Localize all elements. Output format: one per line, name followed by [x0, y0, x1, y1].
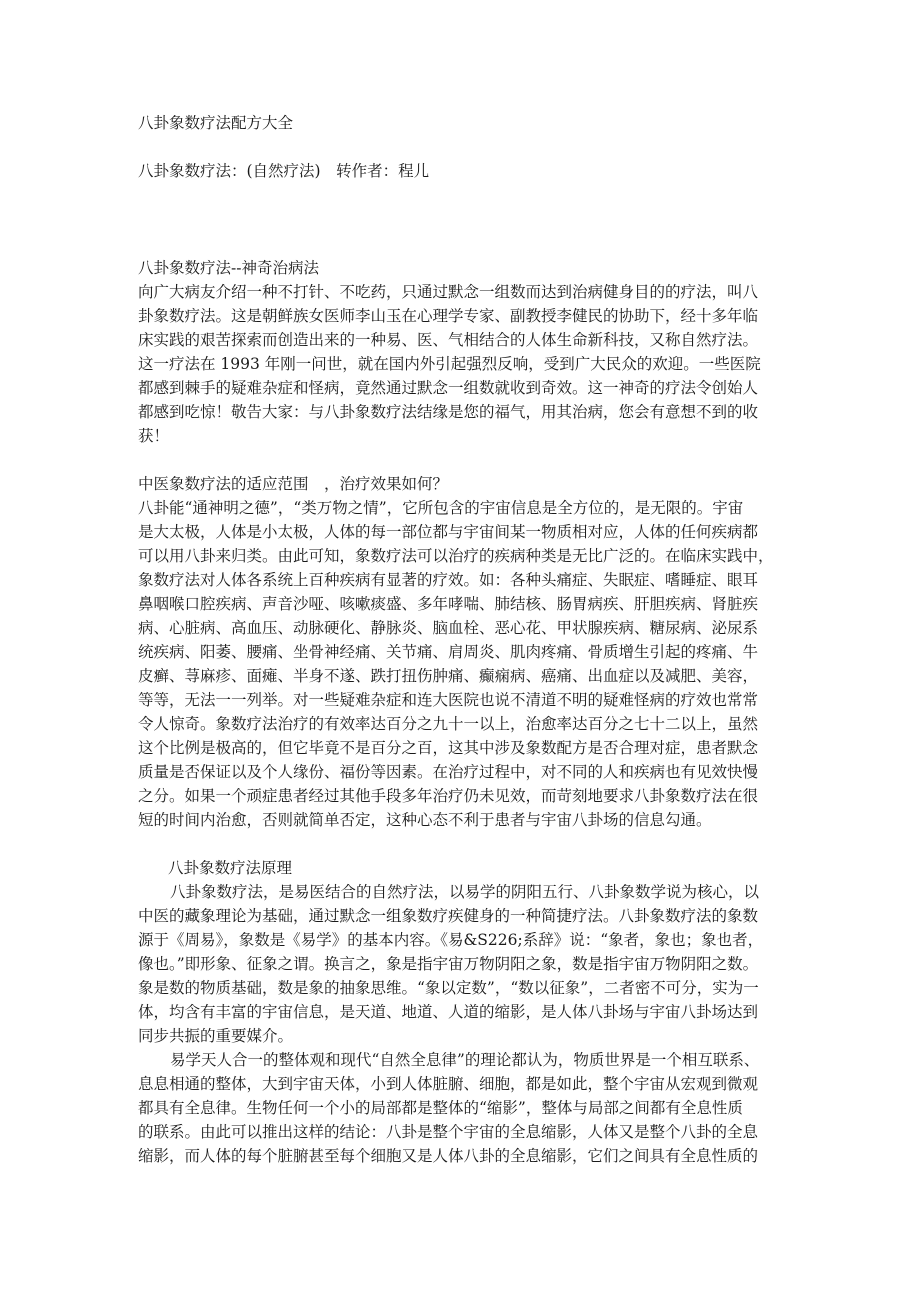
paragraph-line: 短的时间内治愈，否则就简单否定，这种心态不利于患者与宇宙八卦场的信息勾通。 — [138, 811, 712, 829]
paragraph-line: 像也。”即形象、征象之谓。换言之，象是指宇宙万物阴阳之象，数是指宇宙万物阴阳之数。 — [138, 955, 759, 973]
paragraph-line: 卦象数疗法。这是朝鲜族女医师李山玉在心理学专家、副教授李健民的协助下，经十多年临 — [138, 307, 759, 325]
paragraph-line: 缩影，而人体的每个脏腑甚至每个细胞又是人体八卦的全息缩影，它们之间具有全息性质的 — [138, 1147, 759, 1165]
paragraph-line: 中医的藏象理论为基础，通过默念一组象数疗疾健身的一种简捷疗法。八卦象数疗法的象数 — [138, 907, 759, 925]
section-scope — [138, 472, 774, 832]
paragraph-line: 同步共振的重要媒介。 — [138, 1027, 294, 1045]
paragraph-line: 可以用八卦来归类。由此可知，象数疗法可以治疗的疾病种类是无比广泛的。在临床实践中， — [138, 547, 774, 565]
paragraph-line: 都感到吃惊！敬告大家：与八卦象数疗法结缘是您的福气，用其治病，您会有意想不到的收 — [138, 403, 759, 421]
paragraph-line: 统疾病、阳萎、腰痛、坐骨神经痛、关节痛、肩周炎、肌肉疼痛、骨质增生引起的疼痛、牛 — [138, 643, 759, 661]
document-title: 八卦象数疗法配方大全 — [138, 114, 294, 132]
paragraph-line: 息息相通的整体，大到宇宙天体，小到人体脏腑、细胞，都是如此，整个宇宙从宏观到微观 — [138, 1075, 759, 1093]
section-principle — [138, 856, 763, 1168]
paragraph-line: 这一疗法在 1993 年刚一问世，就在国内外引起强烈反响，受到广大民众的欢迎。一些医院 — [138, 355, 761, 373]
section-intro — [138, 256, 761, 448]
paragraph-line: 八卦象数疗法，是易医结合的自然疗法，以易学的阴阳五行、八卦象数学说为核心，以 — [170, 883, 760, 901]
paragraph-line: 等等，无法一一列举。对一些疑难杂症和连大医院也说不清道不明的疑难怪病的疗效也常常 — [138, 691, 759, 709]
section-heading: 八卦象数疗法原理 — [168, 859, 293, 877]
paragraph-line: 都具有全息律。生物任何一个小的局部都是整体的“缩影”，整体与局部之间都有全息性质 — [138, 1099, 743, 1117]
paragraph-line: 皮癣、荨麻疹、面瘫、半身不遂、跌打扭伤肿痛、癫痫病、癌痛、出血症以及减肥、美容， — [138, 667, 759, 685]
paragraph-line: 病、心脏病、高血压、动脉硬化、静脉炎、脑血栓、恶心花、甲状腺疾病、糖尿病、泌尿系 — [138, 619, 759, 637]
section-heading: 八卦象数疗法--神奇治病法 — [138, 259, 319, 277]
section-heading: 中医象数疗法的适应范围 ，治疗效果如何？ — [138, 475, 449, 493]
paragraph-line: 源于《周易》，象数是《易学》的基本内容。《易&S226;系辞》说：“象者，象也；象也者， — [138, 931, 764, 949]
paragraph-line: 这个比例是极高的，但它毕竟不是百分之百，这其中涉及象数配方是否合理对症，患者默念 — [138, 739, 759, 757]
paragraph-line: 床实践的艰苦探索而创造出来的一种易、医、气相结合的人体生命新科技，又称自然疗法。 — [138, 331, 759, 349]
paragraph-line: 象数疗法对人体各系统上百种疾病有显著的疗效。如：各种头痛症、失眠症、嗜睡症、眼耳 — [138, 571, 759, 589]
paragraph-line: 是大太极，人体是小太极，人体的每一部位都与宇宙间某一物质相对应，人体的任何疾病都 — [138, 523, 759, 541]
paragraph-line: 鼻咽喉口腔疾病、声音沙哑、咳嗽痰盛、多年哮喘、肺结核、肠胃病疾、肝胆疾病、肾脏疾 — [138, 595, 759, 613]
paragraph-line: 质量是否保证以及个人缘份、福份等因素。在治疗过程中，对不同的人和疾病也有见效快慢 — [138, 763, 759, 781]
paragraph-line: 获！ — [138, 427, 170, 445]
paragraph-line: 象是数的物质基础，数是象的抽象思维。“象以定数”，“数以征象”，二者密不可分，实为一 — [138, 979, 759, 997]
paragraph-line: 令人惊奇。象数疗法治疗的有效率达百分之九十一以上，治愈率达百分之七十二以上，虽然 — [138, 715, 759, 733]
paragraph-line: 向广大病友介绍一种不打针、不吃药，只通过默念一组数而达到治病健身目的的疗法，叫八 — [138, 283, 759, 301]
paragraph-line: 的联系。由此可以推出这样的结论：八卦是整个宇宙的全息缩影，人体又是整个八卦的全息 — [138, 1123, 759, 1141]
paragraph-line: 易学天人合一的整体观和现代“自然全息律”的理论都认为，物质世界是一个相互联系、 — [170, 1051, 760, 1069]
paragraph-line: 八卦能“通神明之德”，“类万物之情”，它所包含的宇宙信息是全方位的，是无限的。宇宙 — [138, 499, 744, 517]
document-subtitle: 八卦象数疗法：(自然疗法) 转作者：程儿 — [138, 162, 430, 180]
paragraph-line: 都感到棘手的疑难杂症和怪病，竟然通过默念一组数就收到奇效。这一神奇的疗法令创始人 — [138, 379, 759, 397]
paragraph-line: 体，均含有丰富的宇宙信息，是天道、地道、人道的缩影，是人体八卦场与宇宙八卦场达到 — [138, 1003, 759, 1021]
paragraph-line: 之分。如果一个顽症患者经过其他手段多年治疗仍未见效，而苛刻地要求八卦象数疗法在很 — [138, 787, 759, 805]
